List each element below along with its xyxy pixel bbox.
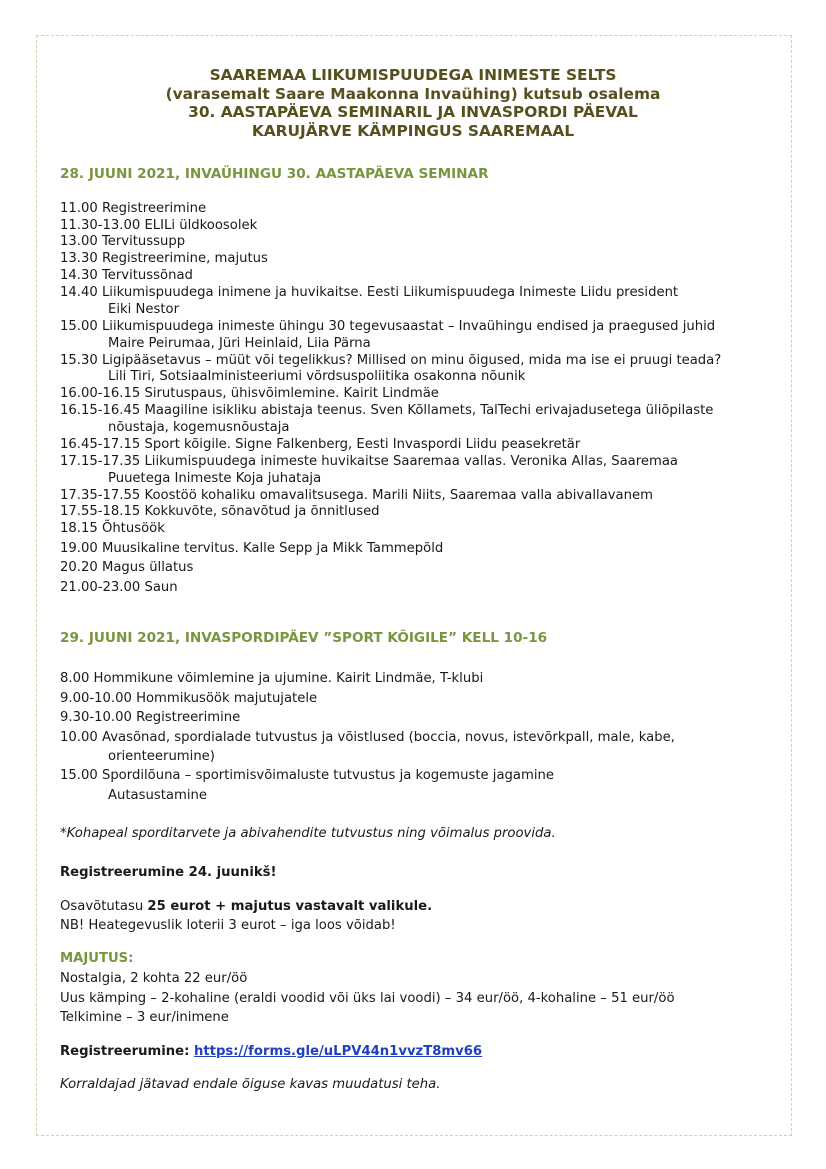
schedule-item: 17.35-17.55 Koostöö kohaliku omavalitsusega. Marili Niits, Saaremaa valla abivallavanem	[60, 488, 653, 503]
equipment-note: *Kohapeal sporditarvete ja abivahendite tutvustus ning võimalus proovida.	[60, 826, 556, 841]
lodging-item: Nostalgia, 2 kohta 22 eur/öö	[60, 971, 248, 986]
schedule-item: 19.00 Muusikaline tervitus. Kalle Sepp ja Mikk Tammepõld	[60, 541, 444, 556]
organizer-disclaimer: Korraldajad jätavad endale õiguse kavas muudatusi teha.	[60, 1077, 441, 1092]
schedule-item: 14.40 Liikumispuudega inimene ja huvikaitse. Eesti Liikumispuudega Inimeste Liidu president	[60, 285, 679, 300]
schedule-item-cont: Autasustamine	[108, 788, 207, 803]
schedule-item: 9.30-10.00 Registreerimine	[60, 710, 241, 725]
title-line-3: 30. AASTAPÄEVA SEMINARIL JA INVASPORDI PÄEVAL	[188, 103, 638, 121]
schedule-item: 9.00-10.00 Hommikusöök majutujatele	[60, 691, 318, 706]
lottery-note: NB! Heategevuslik loterii 3 eurot – iga loos võidab!	[60, 918, 396, 933]
title-line-4: KARUJÄRVE KÄMPINGUS SAAREMAAL	[251, 121, 575, 140]
schedule-item: 13.00 Tervitussupp	[60, 234, 186, 249]
lodging-heading: MAJUTUS:	[60, 951, 134, 966]
schedule-item: 11.30-13.00 ELILi üldkoosolek	[60, 218, 258, 233]
schedule-item: 8.00 Hommikune võimlemine ja ujumine. Kairit Lindmäe, T-klubi	[60, 671, 484, 686]
registration-form-link[interactable]: https://forms.gle/uLPV44n1vvzT8mv66	[193, 1044, 483, 1059]
schedule-item: 15.00 Spordilõuna – sportimisvõimaluste tutvustus ja kogemuste jagamine	[60, 768, 554, 783]
registration-deadline: Registreerumine 24. juunikš!	[60, 865, 277, 880]
schedule-item-cont: orienteerumine)	[108, 749, 215, 764]
document-title	[0, 66, 826, 140]
registration-link-line	[60, 1043, 482, 1060]
schedule-item-cont: nõustaja, kogemusnõustaja	[108, 420, 290, 435]
schedule-item-cont: Puuetega Inimeste Koja juhataja	[108, 471, 322, 486]
schedule-item: 14.30 Tervitussõnad	[60, 268, 193, 283]
schedule-item: 16.45-17.15 Sport kõigile. Signe Falkenberg, Eesti Invaspordi Liidu peasekretär	[60, 437, 581, 452]
schedule-item: 13.30 Registreerimine, majutus	[60, 251, 268, 266]
title-line-1: SAAREMAA LIIKUMISPUUDEGA INIMESTE SELTS	[209, 66, 617, 84]
schedule-item: 20.20 Magus üllatus	[60, 560, 194, 575]
schedule-item: 11.00 Registreerimine	[60, 201, 207, 216]
schedule-item-cont: Maire Peirumaa, Jüri Heinlaid, Liia Pärna	[108, 336, 371, 351]
fee-line	[60, 898, 432, 915]
title-line-2: (varasemalt Saare Maakonna Invaühing) kutsub osalema	[165, 84, 661, 103]
schedule-item-cont: Eiki Nestor	[108, 302, 179, 317]
schedule-item: 17.55-18.15 Kokkuvõte, sõnavõtud ja õnnitlused	[60, 504, 380, 519]
schedule-item: 18.15 Õhtusöök	[60, 521, 165, 536]
schedule-item-cont: Lili Tiri, Sotsiaalministeeriumi võrdsuspoliitika osakonna nõunik	[108, 369, 526, 384]
schedule-item: 17.15-17.35 Liikumispuudega inimeste huvikaitse Saaremaa vallas. Veronika Allas, Saaremaa	[60, 454, 679, 469]
schedule-item: 10.00 Avasõnad, spordialade tutvustus ja võistlused (boccia, novus, istevõrkpall, male, kabe,	[60, 730, 675, 745]
schedule-item: 16.00-16.15 Sirutuspaus, ühisvõimlemine. Kairit Lindmäe	[60, 386, 439, 401]
schedule-item: 16.15-16.45 Maagiline isikliku abistaja teenus. Sven Kõllamets, TalTechi erivajadusetega üliõpilaste	[60, 403, 714, 418]
schedule-item: 21.00-23.00 Saun	[60, 580, 178, 595]
lodging-item: Uus kämping – 2-kohaline (eraldi voodid või üks lai voodi) – 34 eur/öö, 4-kohaline – 51 eur/öö	[60, 991, 675, 1006]
day2-heading: 29. JUUNI 2021, INVASPORDIPÄEV ”SPORT KÕIGILE” KELL 10-16	[60, 630, 548, 646]
schedule-item: 15.30 Ligipääsetavus – müüt või tegelikkus? Millised on minu õigused, mida ma ise ei pruugi teada?	[60, 353, 722, 368]
day1-heading: 28. JUUNI 2021, INVAÜHINGU 30. AASTAPÄEVA SEMINAR	[60, 166, 489, 182]
lodging-item: Telkimine – 3 eur/inimene	[60, 1010, 229, 1025]
schedule-item: 15.00 Liikumispuudega inimeste ühingu 30 tegevusaastat – Invaühingu endised ja praegused juhid	[60, 319, 716, 334]
fee-prefix: Osavõtutasu	[60, 899, 148, 914]
registration-link-label: Registreerumine:	[60, 1044, 194, 1059]
fee-amount: 25 eurot + majutus vastavalt valikule.	[147, 899, 433, 914]
